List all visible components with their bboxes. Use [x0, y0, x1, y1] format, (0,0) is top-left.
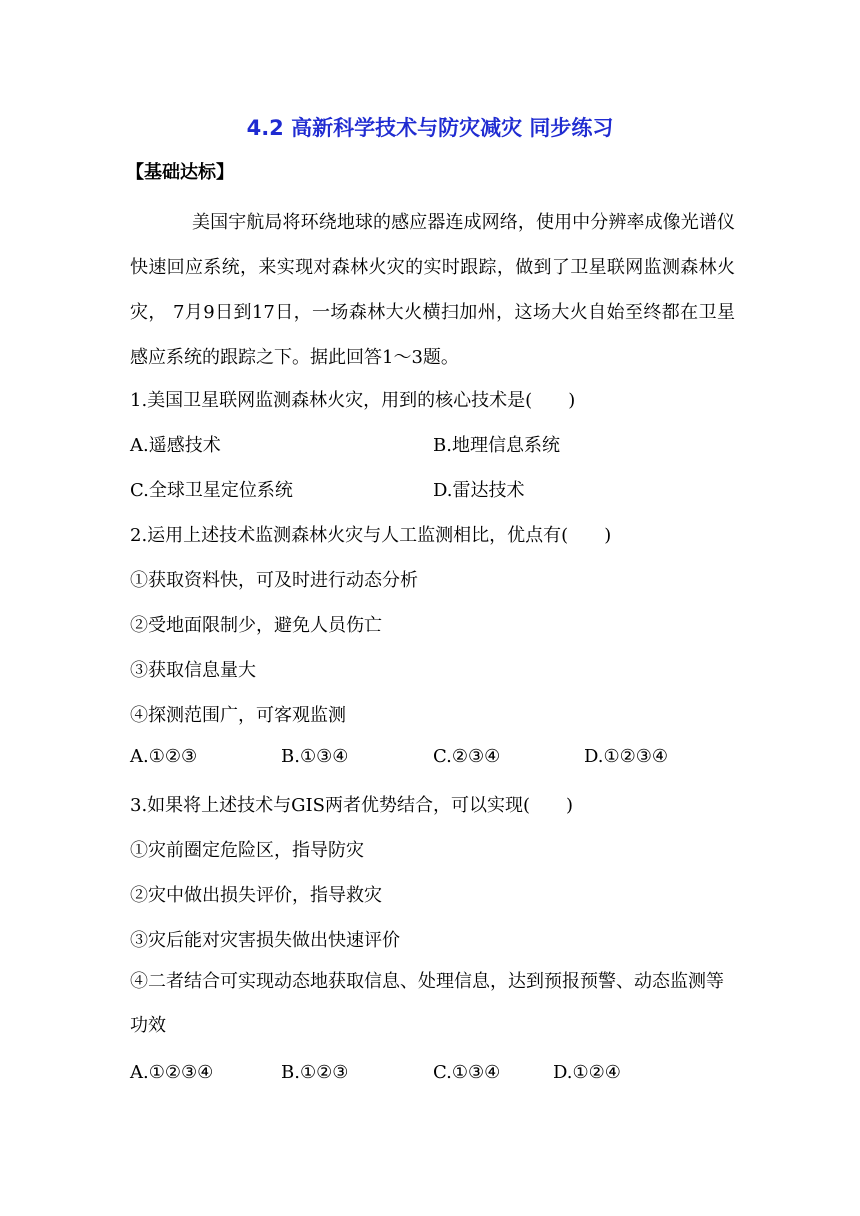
- question-1-option-a: A.遥感技术: [130, 435, 221, 456]
- question-2-item-3: ③获取信息量大: [130, 660, 256, 681]
- document-title: 4.2 高新科学技术与防灾减灾 同步练习: [246, 116, 614, 140]
- question-2-item-1: ①获取资料快，可及时进行动态分析: [130, 570, 418, 591]
- question-3-item-4: ④二者结合可实现动态地获取信息、处理信息，达到预报预警、动态监测等功效: [130, 971, 724, 1036]
- question-3-option-d: D.①②④: [553, 1062, 621, 1083]
- question-3-option-a: A.①②③④: [130, 1062, 214, 1083]
- question-2-option-d: D.①②③④: [584, 746, 669, 767]
- question-3-item-1: ①灾前圈定危险区，指导防灾: [130, 840, 364, 861]
- question-2-item-2: ②受地面限制少，避免人员伤亡: [130, 615, 382, 636]
- question-1-option-d: D.雷达技术: [433, 480, 525, 501]
- question-2-item-4: ④探测范围广，可客观监测: [130, 705, 346, 726]
- question-1-option-b: B.地理信息系统: [433, 435, 560, 456]
- question-1-option-c: C.全球卫星定位系统: [130, 480, 293, 501]
- question-3-item-2: ②灾中做出损失评价，指导救灾: [130, 885, 382, 906]
- question-1-stem: 1.美国卫星联网监测森林火灾，用到的核心技术是( ): [130, 390, 576, 411]
- question-2-stem: 2.运用上述技术监测森林火灾与人工监测相比，优点有( ): [130, 525, 612, 546]
- section-heading: 【基础达标】: [126, 162, 234, 183]
- question-3-stem: 3.如果将上述技术与GIS两者优势结合，可以实现( ): [130, 795, 574, 816]
- question-3-option-b: B.①②③: [281, 1062, 349, 1083]
- question-2-option-a: A.①②③: [130, 746, 198, 767]
- question-3-item-3: ③灾后能对灾害损失做出快速评价: [130, 930, 400, 951]
- question-3-option-c: C.①③④: [433, 1062, 501, 1083]
- reading-passage: 美国宇航局将环绕地球的感应器连成网络，使用中分辨率成像光谱仪快速回应系统，来实现对森林火灾的实时跟踪，做到了卫星联网监测森林火灾， 7月9日到17日，一场森林大火横扫加州，这场大火自始至终都在卫星感应系统的跟踪之下。据此回答1～3题。: [130, 212, 735, 368]
- question-2-option-c: C.②③④: [433, 746, 501, 767]
- question-2-option-b: B.①③④: [281, 746, 349, 767]
